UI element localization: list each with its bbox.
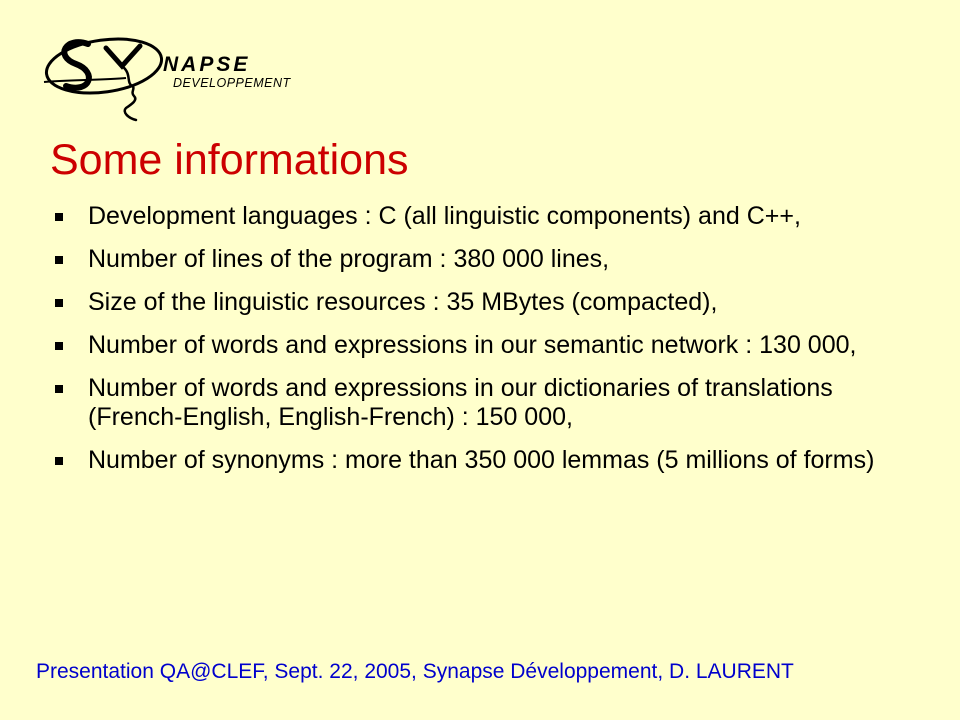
bullet-item	[50, 374, 910, 432]
slide-footer: Presentation QA@CLEF, Sept. 22, 2005, Synapse Développement, D. LAURENT	[36, 660, 794, 683]
bullet-text: Number of lines of the program : 380 000 lines,	[88, 245, 610, 273]
bullet-item	[50, 446, 910, 475]
slide-title: Some informations	[50, 136, 409, 184]
square-bullet-icon	[55, 299, 63, 307]
bullet-text: Number of words and expressions in our dictionaries of translations (French-English, English-French) : 150 000,	[88, 374, 833, 431]
bullet-item	[50, 202, 910, 231]
bullet-text: Number of synonyms : more than 350 000 lemmas (5 millions of forms)	[88, 446, 875, 474]
square-bullet-icon	[55, 342, 63, 350]
bullet-text: Number of words and expressions in our semantic network : 130 000,	[88, 331, 857, 359]
square-bullet-icon	[55, 457, 63, 465]
bullet-item	[50, 245, 910, 274]
square-bullet-icon	[55, 256, 63, 264]
bullet-item	[50, 331, 910, 360]
square-bullet-icon	[55, 213, 63, 221]
logo-text-sub: DEVELOPPEMENT	[173, 76, 291, 90]
bullet-item	[50, 288, 910, 317]
synapse-logo	[36, 22, 291, 132]
bullet-list	[50, 202, 910, 489]
bullet-text: Development languages : C (all linguistic components) and C++,	[88, 202, 801, 230]
square-bullet-icon	[55, 385, 63, 393]
logo-text-main: NAPSE	[163, 53, 251, 76]
bullet-text: Size of the linguistic resources : 35 MBytes (compacted),	[88, 288, 718, 316]
